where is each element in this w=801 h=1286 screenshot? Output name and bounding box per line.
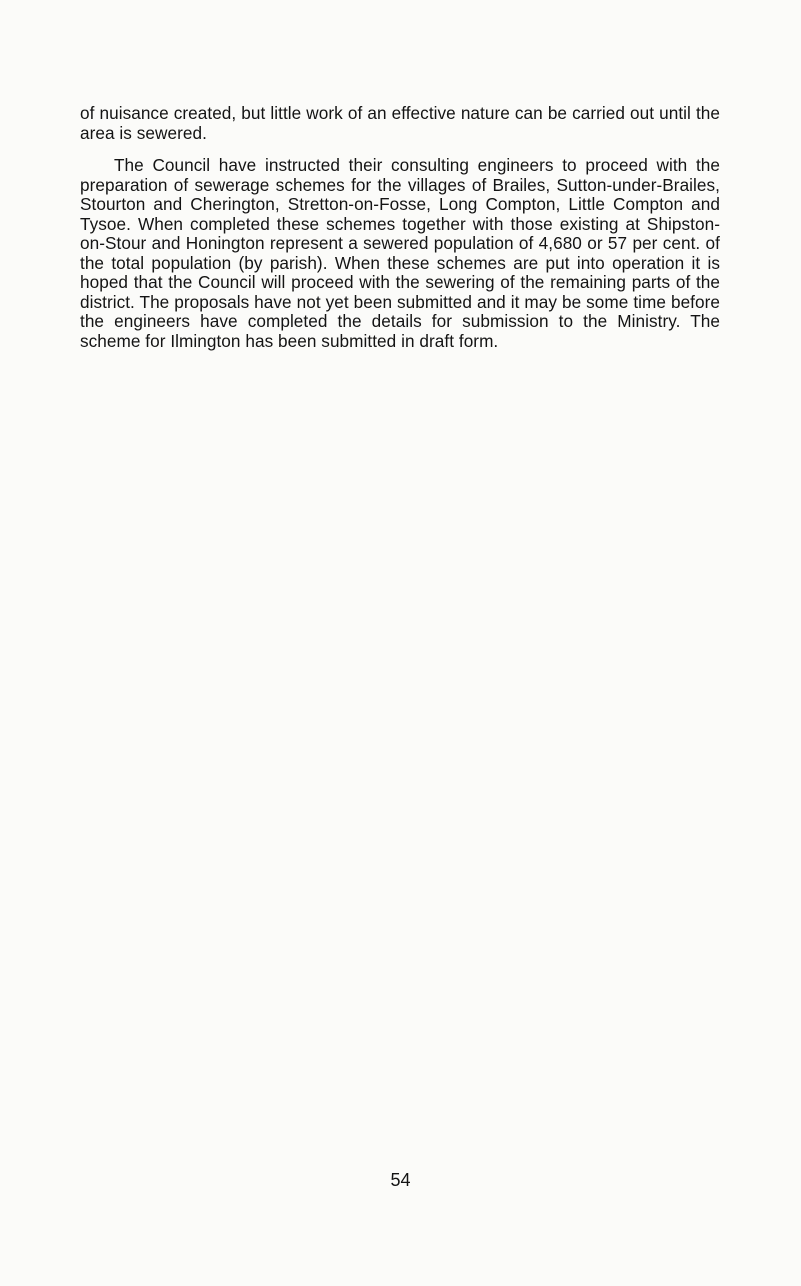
paragraph-sewerage-schemes: The Council have instructed their consulting engineers to proceed with the preparation of sewerage schemes for the villages of Brailes, Sutton-under-Brailes, Stourton and Cherington, Stretton-on-Fosse, Long Compton, Little Compton and Tysoe. When completed these schemes together with those existing at Shipston-on-Stour and Honington represent a sewered population of 4,680 or 57 per cent. of the total population (by parish). When these schemes are put into operation it is hoped that the Council will proceed with the sewering of the remaining parts of the district. The proposals have not yet been submitted and it may be some time before the engineers have completed the details for submission to the Ministry. The scheme for Ilmington has been submitted in draft form. — [80, 155, 720, 351]
page-number: 54 — [390, 1170, 411, 1190]
paragraph-nuisance: of nuisance created, but little work of an effective nature can be carried out until the area is sewered. — [80, 103, 720, 143]
body-text — [80, 104, 720, 351]
